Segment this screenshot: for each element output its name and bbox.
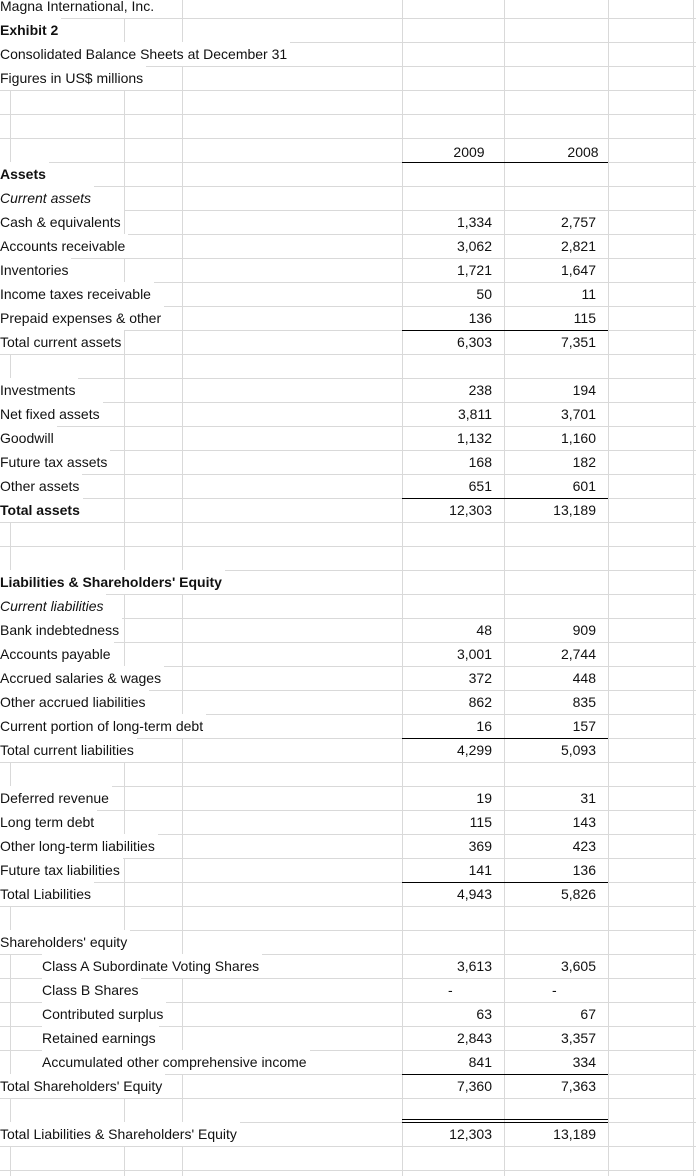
- row-label: Accounts payable: [0, 642, 114, 666]
- total-assets-label: Total assets: [0, 498, 83, 522]
- value-2008: 2,821: [560, 238, 596, 254]
- value-2009: 141: [468, 862, 492, 878]
- value-2008: -: [552, 982, 557, 998]
- value-2008: 31: [580, 790, 596, 806]
- value-2009: 1,721: [456, 262, 492, 278]
- total-equity-label: Total Shareholders' Equity: [0, 1074, 165, 1098]
- total-label: Total current assets: [0, 330, 124, 354]
- value-2008: 3,701: [560, 406, 596, 422]
- value-2009: -: [448, 982, 453, 998]
- row-label: Future tax liabilities: [0, 858, 123, 882]
- value-2008: 835: [572, 694, 596, 710]
- value-2008: 11: [581, 286, 596, 302]
- value-2008: 2,757: [560, 214, 596, 230]
- grand-total-label: Total Liabilities & Shareholders' Equity: [0, 1122, 240, 1146]
- row-label: Accrued salaries & wages: [0, 666, 164, 690]
- row-label: Other long-term liabilities: [0, 834, 158, 858]
- value-2009: 48: [476, 622, 492, 638]
- row-label: Bank indebtedness: [0, 618, 122, 642]
- total-value-2009: 4,943: [456, 886, 492, 902]
- row-label: Cash & equivalents: [0, 210, 124, 234]
- grid-column-line: [402, 0, 403, 1176]
- value-2008: 115: [573, 310, 596, 326]
- value-2008: 3,357: [560, 1030, 596, 1046]
- column-header-2008: 2008: [567, 144, 599, 160]
- value-2009: 50: [476, 286, 492, 302]
- total-value-2008: 13,189: [553, 502, 596, 518]
- value-2008: 136: [572, 862, 596, 878]
- row-label: Current portion of long-term debt: [0, 714, 206, 738]
- row-label: Other assets: [0, 474, 82, 498]
- total-value-2008: 7,351: [560, 334, 596, 350]
- value-2008: 909: [572, 622, 596, 638]
- value-2008: 1,160: [560, 430, 596, 446]
- value-2009: 372: [468, 670, 492, 686]
- value-2009: 3,001: [456, 646, 492, 662]
- grid-row-line: [0, 906, 696, 907]
- row-label: Retained earnings: [42, 1026, 159, 1050]
- current-assets-heading: Current assets: [0, 186, 94, 210]
- exhibit-label: Exhibit 2: [0, 18, 61, 42]
- company-name: Magna International, Inc.: [0, 0, 157, 18]
- assets-heading: Assets: [0, 162, 49, 186]
- grid-row-line: [0, 354, 696, 355]
- grand-total-2008: 13,189: [553, 1126, 596, 1142]
- value-2008: 67: [580, 1006, 596, 1022]
- value-2009: 238: [468, 382, 492, 398]
- total-value-2009: 7,360: [456, 1078, 492, 1094]
- total-value-2009: 12,303: [449, 502, 492, 518]
- total-value-2008: 5,093: [560, 742, 596, 758]
- grid-row-line: [0, 186, 696, 187]
- value-2008: 194: [572, 382, 596, 398]
- row-label: Prepaid expenses & other: [0, 306, 164, 330]
- value-2009: 168: [468, 454, 492, 470]
- total-value-2009: 6,303: [456, 334, 492, 350]
- grid-column-line: [608, 0, 609, 1176]
- equity-heading: Shareholders' equity: [0, 930, 130, 954]
- value-2009: 136: [468, 310, 492, 326]
- row-label: Contributed surplus: [42, 1002, 166, 1026]
- column-header-2009: 2009: [453, 144, 485, 160]
- total-value-2008: 7,363: [560, 1078, 596, 1094]
- value-2009: 1,132: [456, 430, 492, 446]
- value-2009: 3,811: [458, 406, 492, 422]
- liabilities-heading: Liabilities & Shareholders' Equity: [0, 570, 225, 594]
- row-label: Investments: [0, 378, 78, 402]
- value-2009: 369: [468, 838, 492, 854]
- row-label: Net fixed assets: [0, 402, 103, 426]
- total-liabilities-label: Total Liabilities: [0, 882, 94, 906]
- value-2008: 448: [572, 670, 596, 686]
- value-2009: 63: [476, 1006, 492, 1022]
- row-label: Inventories: [0, 258, 71, 282]
- row-label: Accounts receivable: [0, 234, 128, 258]
- value-2009: 3,613: [456, 958, 492, 974]
- value-2009: 16: [476, 718, 492, 734]
- value-2009: 841: [468, 1054, 492, 1070]
- header-underline: [402, 162, 504, 163]
- grid-row-line: [0, 138, 696, 139]
- value-2008: 143: [572, 814, 596, 830]
- value-2009: 19: [476, 790, 492, 806]
- grid-row-line: [0, 1098, 696, 1099]
- value-2009: 862: [468, 694, 492, 710]
- value-2009: 2,843: [456, 1030, 492, 1046]
- grand-total-2009: 12,303: [449, 1126, 492, 1142]
- total-label: Total current liabilities: [0, 738, 137, 762]
- row-label: Future tax assets: [0, 450, 110, 474]
- value-2008: 3,605: [560, 958, 596, 974]
- sheet-title: Consolidated Balance Sheets at December 31: [0, 42, 290, 66]
- value-2008: 601: [572, 478, 596, 494]
- grid-row-line: [0, 1146, 696, 1147]
- value-2009: 1,334: [456, 214, 492, 230]
- row-label: Other accrued liabilities: [0, 690, 149, 714]
- grand-total-rule: [504, 1119, 608, 1120]
- row-label: Deferred revenue: [0, 786, 112, 810]
- grid-row-line: [0, 522, 696, 523]
- value-2009: 115: [469, 814, 492, 830]
- grid-row-line: [0, 90, 696, 91]
- grid-row-line: [0, 546, 696, 547]
- value-2008: 157: [572, 718, 596, 734]
- row-label: Class B Shares: [42, 978, 141, 1002]
- units-note: Figures in US$ millions: [0, 66, 146, 90]
- value-2009: 651: [468, 478, 492, 494]
- value-2008: 182: [572, 454, 596, 470]
- value-2009: 3,062: [456, 238, 492, 254]
- total-value-2008: 5,826: [560, 886, 596, 902]
- header-underline: [504, 162, 608, 163]
- grid-row-line: [0, 18, 696, 19]
- row-label: Long term debt: [0, 810, 97, 834]
- value-2008: 423: [572, 838, 596, 854]
- row-label: Accumulated other comprehensive income: [42, 1050, 310, 1074]
- grid-column-line: [693, 0, 694, 1176]
- row-label: Class A Subordinate Voting Shares: [42, 954, 262, 978]
- grid-column-line: [504, 0, 505, 1176]
- value-2008: 1,647: [560, 262, 596, 278]
- grid-row-line: [0, 114, 696, 115]
- row-label: Goodwill: [0, 426, 57, 450]
- value-2008: 2,744: [560, 646, 596, 662]
- row-label: Income taxes receivable: [0, 282, 154, 306]
- grand-total-rule: [402, 1119, 504, 1120]
- total-value-2009: 4,299: [456, 742, 492, 758]
- value-2008: 334: [572, 1054, 596, 1070]
- current-liabilities-heading: Current liabilities: [0, 594, 106, 618]
- grid-row-line: [0, 762, 696, 763]
- grid-row-line: [0, 1170, 696, 1171]
